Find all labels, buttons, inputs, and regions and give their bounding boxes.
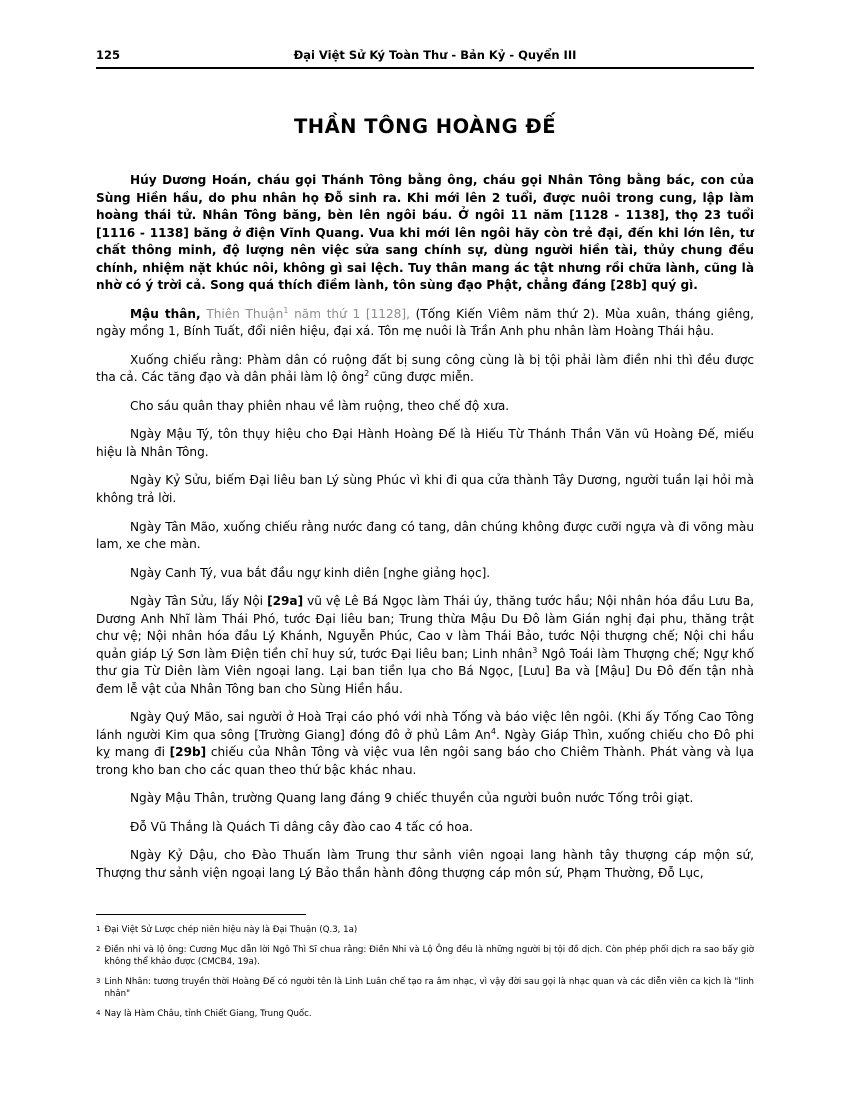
paragraph-text: Đỗ Vũ Thắng là Quách Ti dâng cây đào cao 4 tấc có hoa. — [130, 819, 474, 834]
footnotes-section — [96, 914, 754, 1028]
paragraph-mau-than-2 — [96, 790, 754, 808]
footnote-divider — [96, 914, 306, 915]
paragraph-quy-mao: Ngày Quý Mão, sai người ở Hoà Trại cáo phó với nhà Tống và báo việc lên ngôi. (Khi ấy Tống Cao Tông lánh người Kim qua sông [Trường Giang] đóng đô ở phủ Lâm An$^4$. Ngày Giáp Thìn, xuống chiếu cho Đô phi kỵ mang đi [29b] chiếu của Nhân Tông và việc vua lên ngôi sang báo cho Chiêm Thành. Phát vàng và lụa trong kho ban cho các quan theo thứ bậc khác nhau. — [96, 710, 754, 777]
header-title: Đại Việt Sử Ký Toàn Thư - Bản Kỷ - Quyển III — [293, 48, 577, 62]
header-divider — [96, 67, 754, 69]
paragraph-do-vu-thang — [96, 819, 754, 837]
footnote-text: Điền nhi và lộ ông: Cương Mục dẫn lời Ngô Thì Sĩ chua rằng: Điền Nhi và Lộ Ông đều là những người bị tội đồ dịch. Còn phép phối dịch ra sao bấy giờ không thể khảo được (CMCB4, 19a). — [104, 944, 754, 967]
paragraph-tan-suu: Ngày Tân Sửu, lấy Nội [29a] vũ vệ Lê Bá Ngọc làm Thái úy, thăng tước hầu; Nội nhân hóa đầu Lưu Ba, Dương Anh Nhĩ làm Thái Phó, tước Đại liêu ban; Trung thừa Mậu Du Đô làm Gián nghị đại phu, thăng trật chư vệ; Nội nhân hóa đầu Lý Khánh, Nguyễn Phúc, Cao v làm Thái Bảo, tước Nội thượng chế; Nội chi hầu quản giáp Lý Sơn làm Điện tiền chỉ huy sứ, tước Đại liêu ban; Linh nhân$^3$ Ngô Toái làm Thượng chế; Ngự khố thư gia Từ Diên làm Viên ngoại lang. Lại ban tiền lụa cho Bá Ngọc, [Lưu] Ba và [Mậu] Du Đô đến tận nhà đem lễ vật của Nhân Tông ban cho Sùng Hiền hầu. — [96, 594, 754, 696]
paragraph-edict-land: Xuống chiếu rằng: Phàm dân có ruộng đất bị sung công cùng là bị tội phải làm điền nhi thì đều được tha cả. Các tăng đạo và dân phải làm lộ ông$^2$ cũng được miễn. — [96, 352, 754, 385]
paragraph-canh-ty — [96, 565, 754, 583]
paragraph-intro — [96, 172, 754, 295]
era-name: Thiên Thuận$^1$ năm thứ 1 [1128], — [206, 305, 410, 321]
footnote-text: Linh Nhân: tương truyền thời Hoàng Đế có người tên là Linh Luân chế tạo ra âm nhạc, vì vậy đời sau gọi là nhạc quan và các diễn viên ca kịch là "linh nhân" — [104, 976, 754, 999]
footnote-number: 4 — [96, 1008, 101, 1017]
document-body — [96, 172, 754, 883]
paragraph-mau-than: Mậu thân, Thiên Thuận$^1$ năm thứ 1 [1128], (Tống Kiến Viêm năm thứ 2). Mùa xuân, tháng giêng, ngày mồng 1, Bính Tuất, đổi niên hiệu, đại xá. Tôn mẹ nuôi là Trần Anh phu nhân làm Hoàng Thái hậu. — [96, 305, 754, 339]
paragraph-text: Cho sáu quân thay phiên nhau về làm ruộng, theo chế độ xưa. — [130, 398, 510, 413]
footnote-number: 3 — [96, 976, 101, 985]
footnote-text: Đại Việt Sử Lược chép niên hiệu này là Đại Thuận (Q.3, 1a) — [104, 924, 358, 935]
page-header — [96, 48, 754, 67]
paragraph-ky-dau — [96, 847, 754, 882]
footnote-4 — [96, 1008, 754, 1020]
paragraph-text: Ngày Canh Tý, vua bắt đầu ngự kinh diên [nghe giảng học]. — [130, 565, 491, 580]
page-number: 125 — [96, 48, 121, 62]
footnote-number: 1 — [96, 924, 101, 933]
footnote-text: Nay là Hàm Châu, tỉnh Chiết Giang, Trung Quốc. — [104, 1008, 312, 1019]
paragraph-ky-suu — [96, 472, 754, 507]
paragraph-tan-mao — [96, 519, 754, 554]
paragraph-text: Ngày Kỷ Dậu, cho Đào Thuấn làm Trung thư sảnh viên ngoại lang hành tây thượng cáp mộn sứ, Thượng thư sảnh viện ngoại lang Lý Bảo thần hành đông thượng cáp môn sứ, Phạm Thường, Đỗ Lục, — [96, 848, 754, 880]
paragraph-mau-ty — [96, 426, 754, 461]
folio-marker-29b: [29b] — [169, 745, 207, 760]
paragraph-six-armies — [96, 398, 754, 416]
footnote-2 — [96, 944, 754, 968]
paragraph-text: Ngày Kỷ Sửu, biếm Đại liêu ban Lý sùng Phúc vì khi đi qua cửa thành Tây Dương, người tuần lại hỏi mà không trả lời. — [96, 473, 754, 505]
year-label: Mậu thân, — [130, 306, 201, 321]
paragraph-text: Ngày Mậu Thân, trường Quang lang đáng 9 chiếc thuyền của người buôn nước Tống trôi giạt. — [130, 791, 694, 806]
footnote-1 — [96, 924, 754, 936]
footnote-3 — [96, 976, 754, 1000]
footnote-number: 2 — [96, 944, 101, 953]
folio-marker-29a: [29a] — [267, 594, 304, 609]
paragraph-text: Ngày Tân Mão, xuống chiếu rằng nước đang có tang, dân chúng không được cưỡi ngựa và đi võng màu lam, xe che màn. — [96, 519, 754, 552]
paragraph-text: Ngày Mậu Tý, tôn thụy hiệu cho Đại Hành Hoàng Đế là Hiếu Từ Thánh Thần Văn vũ Hoàng Đế, miếu hiệu là Nhân Tông. — [96, 427, 754, 459]
paragraph-text: Húy Dương Hoán, cháu gọi Thánh Tông bằng ông, cháu gọi Nhân Tông bằng bác, con của Sùng Hiền hầu, do phu nhân họ Đỗ sinh ra. Khi mới lên 2 tuổi, được nuôi trong cung, lập làm hoàng thái tử. Nhân Tông băng, bèn lên ngôi báu. Ở ngôi 11 năm [1128 - 1138], thọ 23 tuổi [1116 - 1138] băng ở điện Vĩnh Quang. Vua khi mới lên ngôi hãy còn trẻ đại, đến khi lớn lên, tư chất thông minh, độ lượng nên việc sửa sang chính sự, dùng người hiền tài, thủy chung đều chính, nhiệm nặt khúc nôi, không gì sai lệch. Tuy thân mang ác tật nhưng rồi chữa lành, cũng là nhờ có ý trời cả. Song quá thích điềm lành, tôn sùng đạo Phật, chẳng đáng [28b] quý gì. — [96, 173, 754, 293]
page-title: THẦN TÔNG HOÀNG ĐẾ — [293, 115, 557, 138]
